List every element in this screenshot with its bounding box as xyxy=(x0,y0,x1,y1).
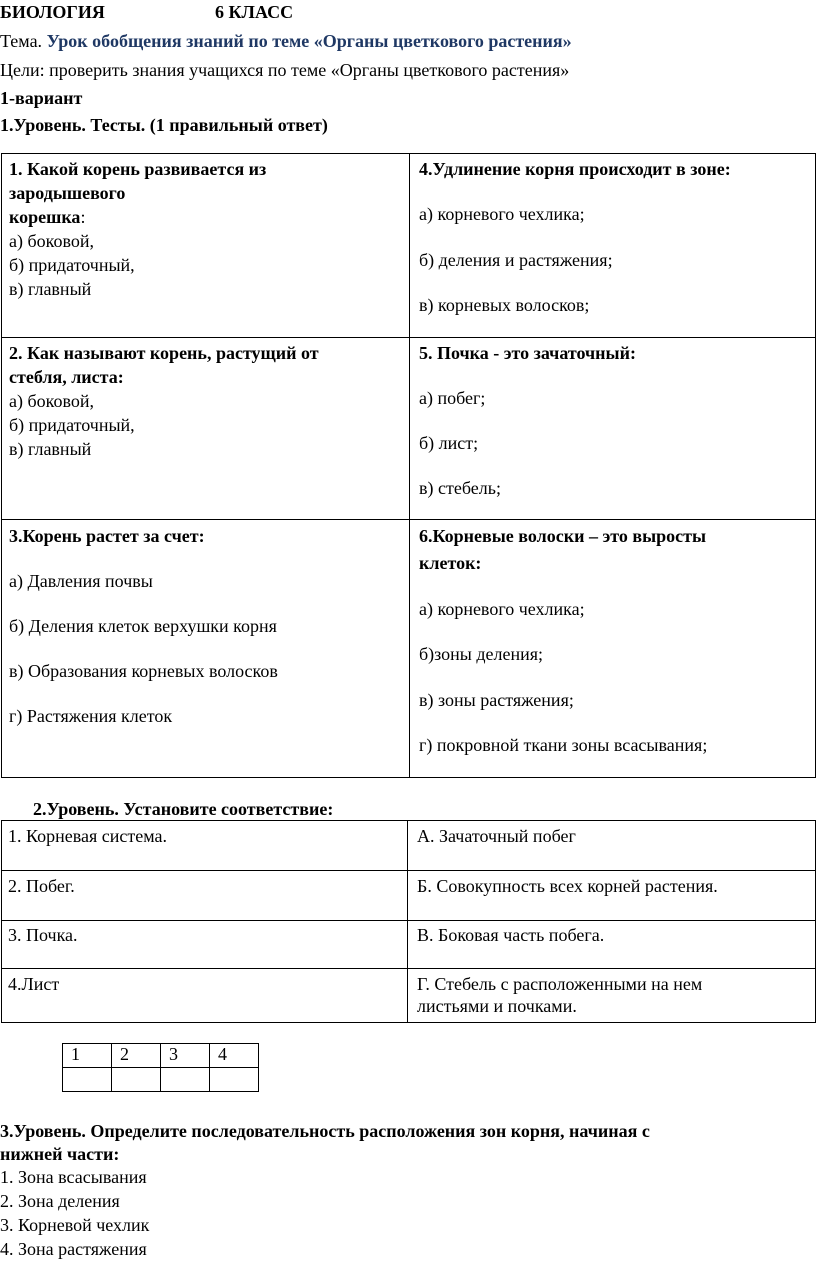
level2-title: 2.Уровень. Установите соответствие: xyxy=(33,799,334,819)
matching-right-2: Б. Совокупность всех корней растения. xyxy=(417,876,718,896)
question-1-option-b: б) придаточный, xyxy=(9,255,135,275)
matching-left-2: 2. Побег. xyxy=(8,876,75,896)
question-4-option-b: б) деления и растяжения; xyxy=(419,250,613,270)
question-1-title-end: корешка: xyxy=(9,207,86,227)
question-6-option-c: в) зоны растяжения; xyxy=(419,690,574,710)
question-5-option-c: в) стебель; xyxy=(419,478,501,498)
matching-row-4-right xyxy=(408,969,816,1023)
matching-row-2-left xyxy=(2,871,408,921)
answer-header-2: 2 xyxy=(112,1044,161,1068)
level1-title: 1.Уровень. Тесты. (1 правильный ответ) xyxy=(0,115,328,135)
matching-right-3: В. Боковая часть побега. xyxy=(417,925,605,945)
question-2-option-c: в) главный xyxy=(9,439,92,459)
matching-row-4-left xyxy=(2,969,408,1023)
question-3-option-d: г) Растяжения клеток xyxy=(9,706,173,726)
matching-left-3: 3. Почка. xyxy=(8,925,78,945)
question-6-option-a: а) корневого чехлика; xyxy=(419,599,585,619)
matching-row-3-right xyxy=(408,921,816,969)
answer-grid xyxy=(62,1043,259,1092)
question-6-title-cont: клеток: xyxy=(419,553,482,573)
matching-right-4-cont: листьями и почками. xyxy=(417,996,577,1016)
question-2-title-cont: стебля, листа: xyxy=(9,367,124,387)
topic-line xyxy=(0,31,572,52)
matching-row-1-left xyxy=(2,821,408,871)
question-2-option-b: б) придаточный, xyxy=(9,415,135,435)
matching-row-2-right xyxy=(408,871,816,921)
level3-title-cont: нижней части: xyxy=(0,1144,120,1164)
question-6-title: 6.Корневые волоски – это выросты xyxy=(419,526,707,546)
matching-right-4: Г. Стебель с расположенными на нем xyxy=(417,974,703,994)
answer-cell-1[interactable] xyxy=(63,1068,112,1092)
level3-title: 3.Уровень. Определите последовательность расположения зон корня, начиная с xyxy=(0,1121,650,1141)
subject-heading: БИОЛОГИЯ xyxy=(0,2,105,22)
answer-header-3: 3 xyxy=(161,1044,210,1068)
matching-row-1-right xyxy=(408,821,816,871)
answer-cell-3[interactable] xyxy=(161,1068,210,1092)
question-3-option-b: б) Деления клеток верхушки корня xyxy=(9,616,277,636)
matching-row-3-left xyxy=(2,921,408,969)
topic-label: Тема. xyxy=(0,31,43,51)
matching-table xyxy=(1,820,816,1023)
level3-item-2: 2. Зона деления xyxy=(0,1191,120,1211)
answer-cell-4[interactable] xyxy=(210,1068,259,1092)
tests-table xyxy=(1,153,816,778)
answer-cell-2[interactable] xyxy=(112,1068,161,1092)
question-4-option-a: а) корневого чехлика; xyxy=(419,204,585,224)
matching-right-1: А. Зачаточный побег xyxy=(417,826,576,846)
question-6-option-d: г) покровной ткани зоны всасывания; xyxy=(419,735,708,755)
grade-heading: 6 КЛАСС xyxy=(215,2,294,22)
question-1-cell xyxy=(2,154,410,338)
answer-header-4: 4 xyxy=(210,1044,259,1068)
question-5-option-a: а) побег; xyxy=(419,388,486,408)
question-6-option-b: б)зоны деления; xyxy=(419,644,544,664)
question-5-title: 5. Почка - это зачаточный: xyxy=(419,343,636,363)
question-1-option-c: в) главный xyxy=(9,279,92,299)
question-1-option-a: а) боковой, xyxy=(9,231,94,251)
question-4-title: 4.Удлинение корня происходит в зоне: xyxy=(419,159,731,179)
level3-item-3: 3. Корневой чехлик xyxy=(0,1215,150,1235)
matching-left-1: 1. Корневая система. xyxy=(8,826,167,846)
question-3-title: 3.Корень растет за счет: xyxy=(9,526,205,546)
level3-item-1: 1. Зона всасывания xyxy=(0,1167,147,1187)
topic-title: Урок обобщения знаний по теме «Органы цветкового растения» xyxy=(46,31,572,51)
question-1-title: 1. Какой корень развивается из xyxy=(9,159,267,179)
goals-line: Цели: проверить знания учащихся по теме «Органы цветкового растения» xyxy=(0,60,570,80)
question-2-cell xyxy=(2,338,410,520)
question-2-title: 2. Как называют корень, растущий от xyxy=(9,343,319,363)
question-4-cell xyxy=(410,154,816,338)
matching-left-4: 4.Лист xyxy=(8,974,60,994)
answer-header-1: 1 xyxy=(63,1044,112,1068)
question-3-option-c: в) Образования корневых волосков xyxy=(9,661,278,681)
question-3-option-a: а) Давления почвы xyxy=(9,571,153,591)
question-2-option-a: а) боковой, xyxy=(9,391,94,411)
level3-item-4: 4. Зона растяжения xyxy=(0,1239,147,1259)
question-5-cell xyxy=(410,338,816,520)
question-4-option-c: в) корневых волосков; xyxy=(419,295,590,315)
question-5-option-b: б) лист; xyxy=(419,433,479,453)
question-3-cell xyxy=(2,520,410,778)
question-1-title-cont: зародышевого xyxy=(9,183,126,203)
variant-label: 1-вариант xyxy=(0,88,83,108)
question-6-cell xyxy=(410,520,816,778)
